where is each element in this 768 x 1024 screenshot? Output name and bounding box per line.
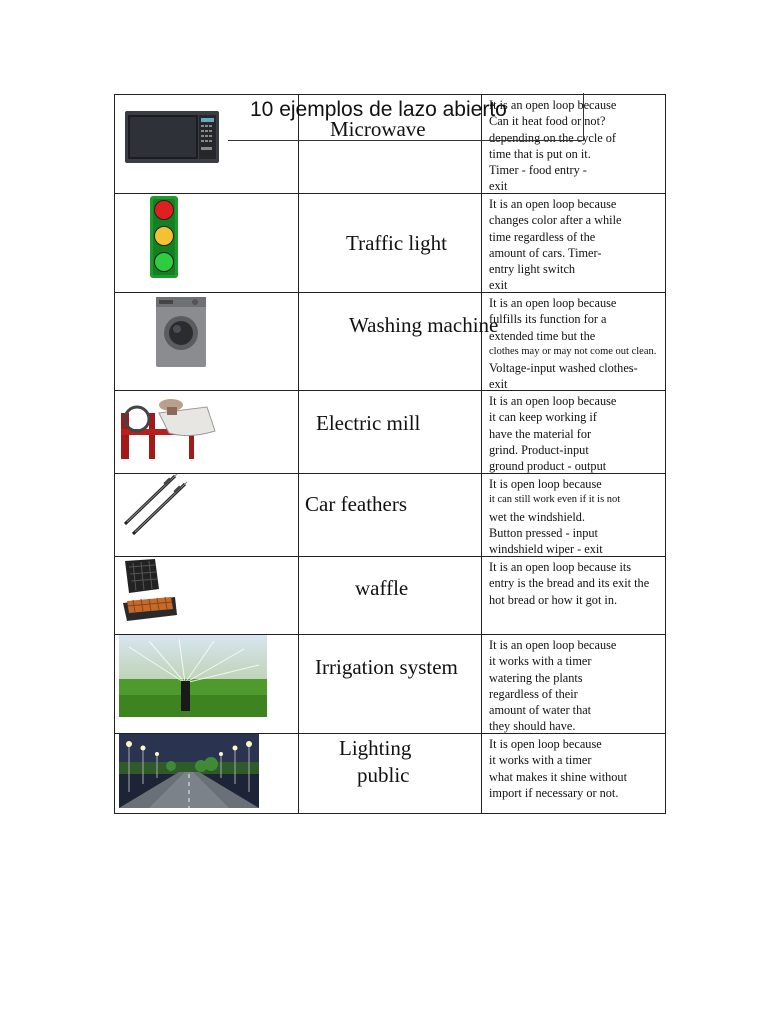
description-line: it works with a timer bbox=[489, 753, 592, 768]
row-description bbox=[489, 393, 667, 474]
row-name: Washing machine bbox=[349, 313, 499, 337]
row-description bbox=[489, 637, 667, 735]
row-description bbox=[489, 476, 667, 557]
row-name: waffle bbox=[355, 576, 409, 600]
description-line: It is an open loop because bbox=[489, 394, 617, 408]
description-line: hot bread or how it got in. bbox=[489, 592, 618, 607]
table-row bbox=[115, 734, 665, 814]
table-row bbox=[115, 557, 665, 635]
description-line: entry light switch bbox=[489, 262, 576, 277]
description-line: It is an open loop because bbox=[489, 197, 617, 211]
table-row bbox=[115, 194, 665, 293]
row-name: Microwave bbox=[330, 117, 426, 141]
description-line: import if necessary or not. bbox=[489, 785, 619, 800]
row-description bbox=[489, 559, 667, 608]
description-line: have the material for bbox=[489, 426, 592, 441]
description-line: extended time but the bbox=[489, 328, 596, 343]
description-line: Can it heat food or not? bbox=[489, 114, 606, 129]
description-line: Button pressed - input bbox=[489, 525, 598, 540]
row-name: Electric mill bbox=[316, 411, 421, 435]
description-line: It is an open loop because bbox=[489, 638, 617, 652]
table-row bbox=[115, 391, 665, 474]
description-line: changes color after a while bbox=[489, 213, 622, 228]
description-line: It is an open loop because bbox=[489, 296, 617, 310]
examples-table bbox=[114, 94, 666, 814]
description-line: It is an open loop because bbox=[489, 98, 617, 112]
description-line: Timer - food entry - bbox=[489, 163, 587, 178]
table-row bbox=[115, 474, 665, 557]
description-line: it works with a timer bbox=[489, 654, 592, 669]
description-line: watering the plants bbox=[489, 670, 583, 685]
row-description bbox=[489, 295, 667, 393]
row-name-line: Lighting bbox=[339, 736, 412, 760]
document-title: 10 ejemplos de lazo abierto bbox=[250, 98, 507, 121]
description-line: It is open loop because bbox=[489, 737, 602, 751]
description-line: amount of water that bbox=[489, 703, 592, 718]
description-line: grind. Product-input bbox=[489, 442, 589, 457]
washing-machine-image bbox=[119, 295, 295, 369]
row-name: Car feathers bbox=[305, 492, 408, 516]
description-line: windshield wiper - exit bbox=[489, 542, 603, 557]
windshield-wipers-image bbox=[119, 474, 295, 538]
description-line: depending on the cycle of bbox=[489, 130, 617, 145]
electric-mill-image bbox=[119, 393, 295, 461]
description-line: what makes it shine without bbox=[489, 769, 627, 784]
table-row bbox=[115, 635, 665, 734]
description-line: it can still work even if it is not bbox=[489, 494, 621, 506]
table-row bbox=[115, 293, 665, 391]
sprinkler-image bbox=[119, 635, 295, 717]
description-line: ground product - output bbox=[489, 459, 607, 474]
traffic-light-image bbox=[119, 194, 295, 280]
description-line: entry is the bread and its exit the bbox=[489, 576, 650, 591]
description-line: regardless of their bbox=[489, 686, 578, 701]
description-line: It is open loop because bbox=[489, 477, 602, 491]
description-line: exit bbox=[489, 278, 508, 293]
description-line: it can keep working if bbox=[489, 410, 597, 425]
description-line: Voltage-input washed clothes- bbox=[489, 361, 638, 376]
description-line: wet the windshield. bbox=[489, 509, 585, 524]
street-lights-image bbox=[119, 734, 295, 808]
description-line: exit bbox=[489, 179, 508, 194]
row-name: Traffic light bbox=[346, 231, 447, 255]
description-line: exit bbox=[489, 377, 508, 392]
waffle-maker-image bbox=[119, 557, 295, 627]
description-line: fulfills its function for a bbox=[489, 312, 607, 327]
row-description bbox=[489, 97, 667, 195]
description-line: It is an open loop because its bbox=[489, 560, 632, 574]
description-line: amount of cars. Timer- bbox=[489, 245, 602, 260]
row-description bbox=[489, 196, 667, 294]
row-name-line: public bbox=[357, 763, 410, 787]
row-description bbox=[489, 736, 667, 801]
description-line: they should have. bbox=[489, 719, 576, 734]
description-line: time regardless of the bbox=[489, 229, 596, 244]
description-line: time that is put on it. bbox=[489, 146, 591, 161]
description-line: clothes may or may not come out clean. bbox=[489, 345, 657, 357]
row-name: Irrigation system bbox=[315, 655, 458, 679]
